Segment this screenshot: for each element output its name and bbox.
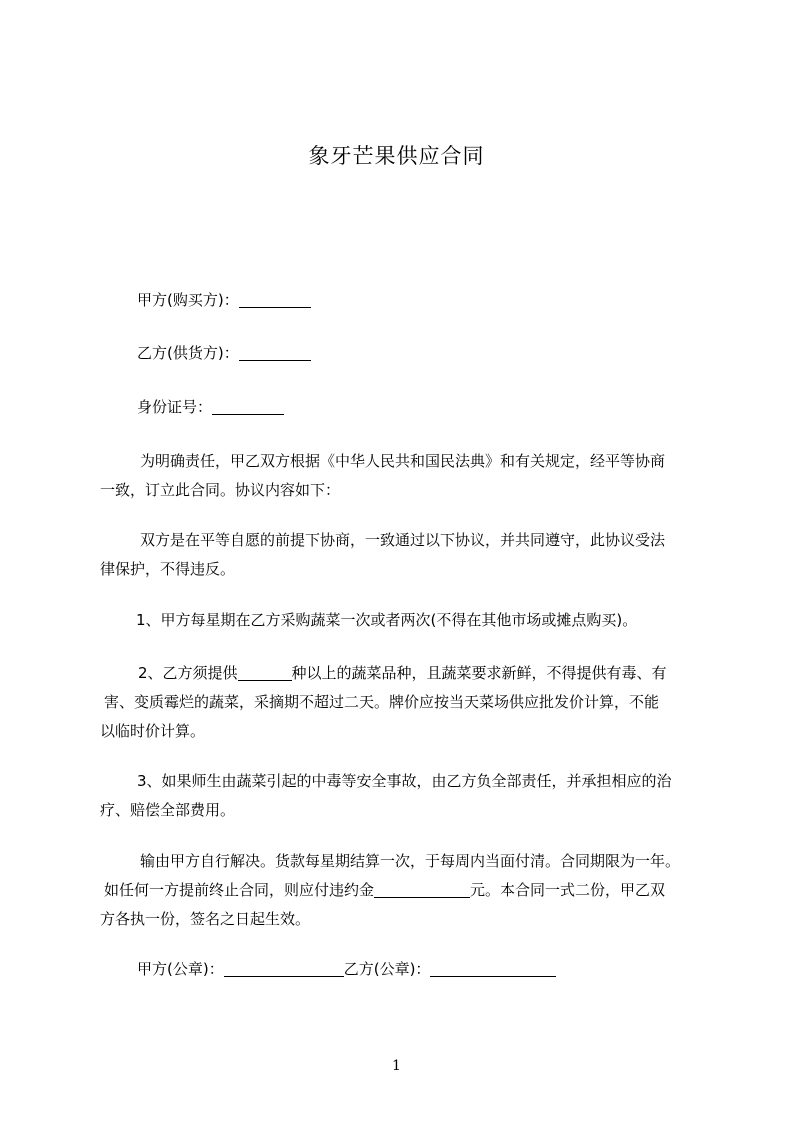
payment-line-1: 输由甲方自行解决。货款每星期结算一次，于每周内当面付清。合同期限为一年。: [140, 852, 681, 870]
intro-line-2: 一致，订立此合同。协议内容如下：: [100, 481, 341, 499]
page-number: 1: [392, 1058, 401, 1074]
clause-2-text-start: 2、乙方须提供: [138, 664, 238, 682]
party-b-line: [137, 346, 747, 361]
clause-2-variety-blank[interactable]: [238, 666, 292, 681]
clause-2-line-1: [138, 666, 748, 681]
seal-b-blank[interactable]: [430, 962, 556, 977]
seal-a-label: 甲方(公章)：: [137, 960, 224, 978]
clause-2-text-end: 种以上的蔬菜品种，且蔬菜要求新鲜，不得提供有毒、有: [291, 664, 667, 682]
principle-line-2: 律保护，不得违反。: [100, 560, 236, 578]
payment-line-2: [104, 883, 714, 898]
id-number-blank[interactable]: [212, 400, 284, 415]
intro-line-1: 为明确责任，甲乙双方根据《中华人民共和国民法典》和有关规定，经平等协商: [140, 452, 666, 470]
penalty-amount-blank[interactable]: [374, 883, 470, 898]
seal-a-blank[interactable]: [224, 962, 344, 977]
seal-line: [137, 962, 747, 977]
party-b-blank[interactable]: [239, 346, 311, 361]
clause-3-line-2: 疗、赔偿全部费用。: [100, 801, 236, 819]
id-number-line: [137, 400, 747, 415]
party-a-blank[interactable]: [239, 293, 311, 308]
payment-text-start: 如任何一方提前终止合同，则应付违约金: [104, 881, 375, 899]
payment-line-3: 方各执一份，签名之日起生效。: [100, 910, 311, 928]
party-b-label: 乙方(供货方)：: [137, 344, 239, 362]
payment-text-end: 元。本合同一式二份，甲乙双: [470, 881, 666, 899]
id-number-label: 身份证号：: [137, 398, 213, 416]
clause-3-line-1: 3、如果师生由蔬菜引起的中毒等安全事故，由乙方负全部责任，并承担相应的治: [137, 772, 672, 790]
clause-2-line-2: 害、变质霉烂的蔬菜，采摘期不超过二天。牌价应按当天菜场供应批发价计算，不能: [104, 693, 660, 711]
clause-1: 1、甲方每星期在乙方采购蔬菜一次或者两次(不得在其他市场或摊点购买)。: [136, 611, 638, 629]
document-title: 象牙芒果供应合同: [308, 144, 485, 168]
seal-b-label: 乙方(公章)：: [343, 960, 431, 978]
party-a-line: [137, 293, 747, 308]
party-a-label: 甲方(购买方)：: [137, 291, 239, 309]
clause-2-line-3: 以临时价计算。: [100, 722, 206, 740]
principle-line-1: 双方是在平等自愿的前提下协商，一致通过以下协议，并共同遵守，此协议受法: [140, 531, 666, 549]
